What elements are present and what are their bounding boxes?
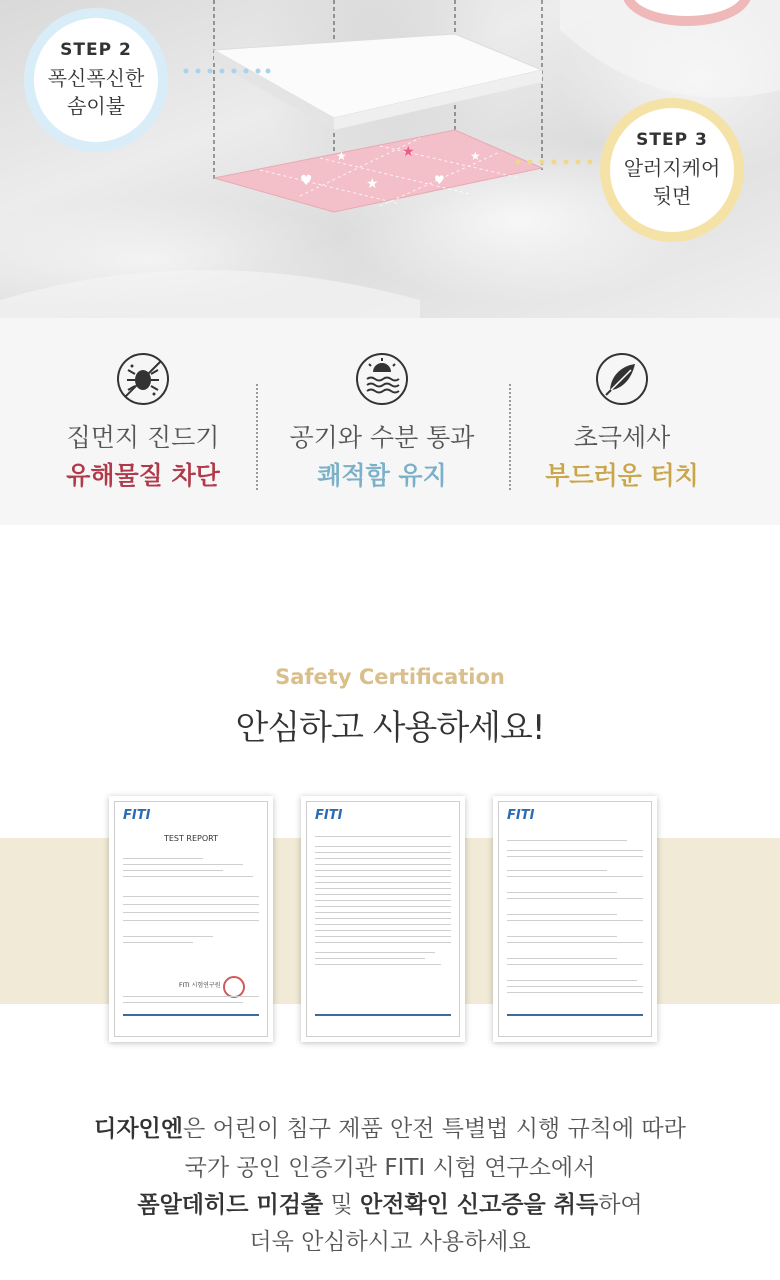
mite-block-icon (116, 352, 170, 406)
description-line-3 (0, 1186, 780, 1219)
features-section (0, 318, 780, 525)
svg-text:♥: ♥ (434, 173, 445, 187)
step3-text: 알러지케어 뒷면 (623, 156, 721, 208)
test-report-document-2 (301, 796, 465, 1042)
feature-air-moisture (257, 318, 507, 525)
step2-text: 폭신폭신한 솜이불 (47, 66, 145, 118)
feature-air-line1: 공기와 수분 통과 (289, 423, 475, 452)
certification-subtitle: Safety Certification (275, 665, 505, 689)
feature-mite-block (18, 318, 268, 525)
feature-mite-line2: 유해물질 차단 (66, 461, 220, 490)
hero-section (0, 0, 780, 318)
air-moisture-icon (355, 352, 409, 406)
fiti-logo: FITI (123, 808, 151, 823)
step3-badge (600, 98, 744, 242)
report-heading: TEST REPORT (163, 834, 219, 843)
certification-title: 안심하고 사용하세요! (235, 708, 545, 748)
description-line-3-rest: 하여 (598, 1192, 643, 1218)
description-line-1-rest: 은 어린이 침구 제품 안전 특별법 시행 규칙에 따라 (183, 1116, 686, 1142)
fiti-logo: FITI (507, 808, 535, 823)
official-seal (223, 976, 245, 998)
svg-text:★: ★ (402, 144, 415, 160)
svg-text:★: ★ (470, 149, 481, 163)
feature-soft-line2: 부드러운 터치 (545, 461, 699, 490)
feature-mite-line1: 집먼지 진드기 (66, 423, 220, 452)
svg-text:★: ★ (336, 149, 347, 163)
description-line-3-mid: 및 (323, 1192, 360, 1218)
description-line-4: 더욱 안심하시고 사용하세요 (249, 1229, 531, 1255)
test-report-document-1 (109, 796, 273, 1042)
step3-title: STEP 3 (636, 130, 708, 150)
description-line-2: 국가 공인 인증기관 FITI 시험 연구소에서 (184, 1155, 596, 1181)
feature-soft-touch (497, 318, 747, 525)
feature-air-line2: 쾌적함 유지 (317, 461, 447, 490)
step2-title: STEP 2 (60, 40, 132, 60)
feather-icon (595, 352, 649, 406)
svg-text:★: ★ (366, 176, 379, 192)
report-signature: FITI 시험연구원 (179, 982, 221, 989)
safety-certificate-highlight: 안전확인 신고증을 취득 (359, 1192, 599, 1218)
feature-soft-line1: 초극세사 (573, 423, 671, 452)
step2-badge (24, 8, 168, 152)
fiti-logo: FITI (315, 808, 343, 823)
svg-text:♥: ♥ (300, 173, 313, 189)
formaldehyde-highlight: 폼알데히드 미검출 (137, 1192, 324, 1218)
brand-name: 디자인엔 (94, 1116, 183, 1142)
test-report-document-3 (493, 796, 657, 1042)
description-line-1 (0, 1110, 780, 1143)
